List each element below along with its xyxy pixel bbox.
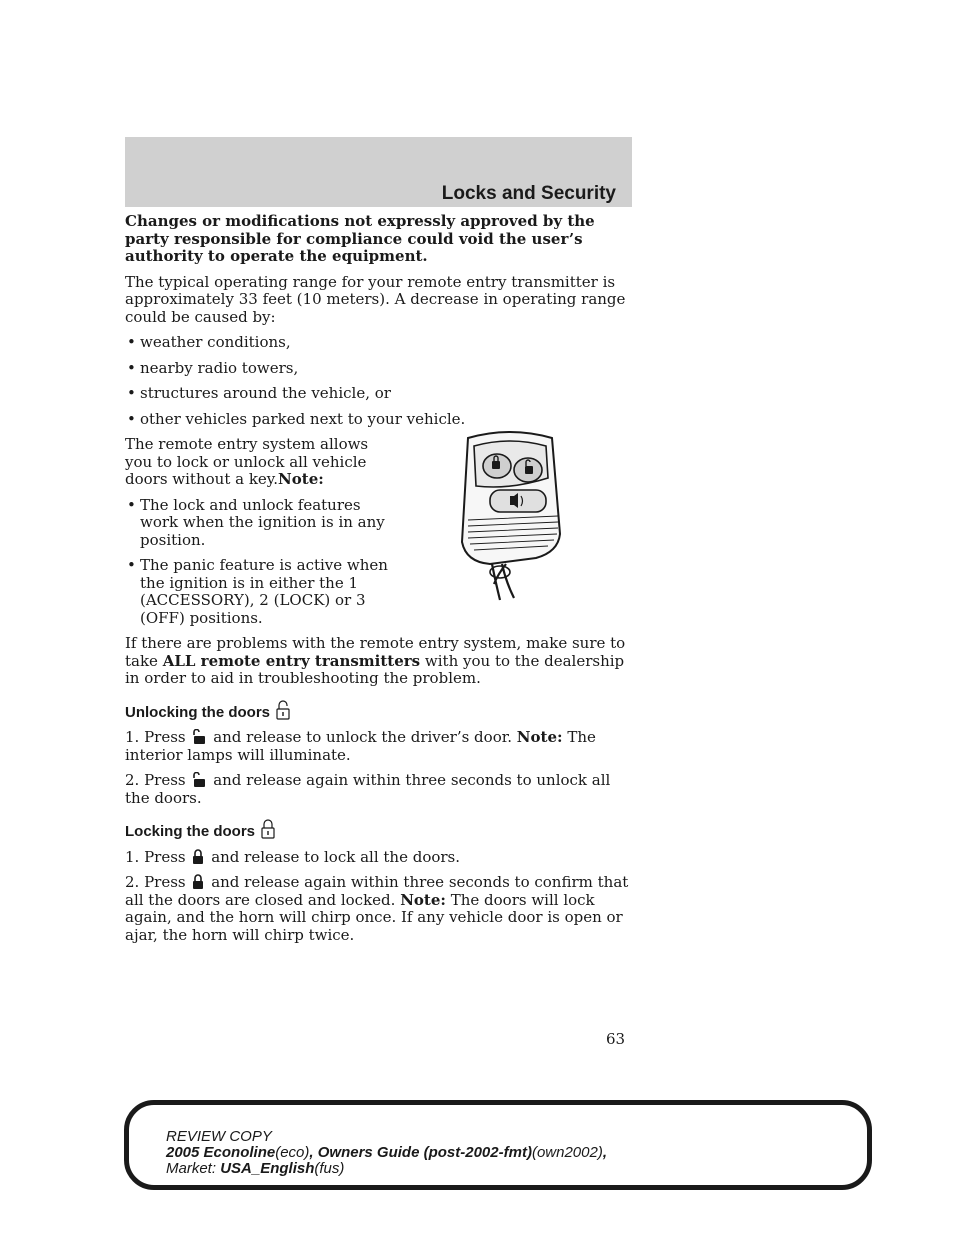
review-copy-text: REVIEW COPY 2005 Econoline(eco), Owners Guide (post-2002-fmt)(own2002), Market: USA_English(fus) <box>166 1128 608 1177</box>
remote-key-fob-illustration <box>440 424 580 604</box>
padlock-open-icon <box>276 700 290 720</box>
list-item: • nearby radio towers, <box>127 358 299 377</box>
warning-paragraph: Changes or modifications not expressly approved by the party responsible for compliance could void the user’s authority to operate the equipment. <box>125 212 595 265</box>
list-item: • structures around the vehicle, or <box>127 384 391 402</box>
unlocking-heading: Unlocking the doors <box>125 700 635 722</box>
list-item: • other vehicles parked next to your vehicle. <box>127 409 466 428</box>
list-item: • The panic feature is active when the ignition is in either the 1 (ACCESSORY), 2 (LOCK) or 3 (OFF) positions. <box>127 556 388 627</box>
lock-step-1: 1. Press and release to lock all the doors. <box>125 847 461 866</box>
section-title: Locks and Security <box>441 183 616 204</box>
system-paragraph: The remote entry system allows you to lock or unlock all vehicle doors without a key.Note: <box>125 435 369 488</box>
unlock-button-icon <box>192 772 206 788</box>
lock-button-icon <box>192 849 204 865</box>
unlock-button-icon <box>192 729 206 745</box>
range-paragraph: The typical operating range for your remote entry transmitter is approximately 33 feet (10 meters). A decrease in operating range could be caused by: <box>125 272 626 326</box>
header-band <box>125 137 632 207</box>
lock-step-2: 2. Press and release again within three seconds to confirm that all the doors are closed and locked. Note: The doors will lock again, and the horn will chirp once. If any vehicle door is open or ajar, the horn will chirp twice. <box>125 873 629 944</box>
lock-button-icon <box>192 874 204 890</box>
locking-heading: Locking the doors <box>125 819 635 841</box>
problems-paragraph: If there are problems with the remote entry system, make sure to take ALL remote entry transmitters with you to the dealership in order to aid in troubleshooting the problem. <box>125 634 626 687</box>
list-item: • The lock and unlock features work when the ignition is in any position. <box>127 495 385 549</box>
unlock-step-1: 1. Press and release to unlock the driver’s door. Note: The interior lamps will illuminate. <box>125 728 596 764</box>
list-item: • weather conditions, <box>127 333 291 351</box>
padlock-closed-icon <box>261 819 275 839</box>
unlock-step-2: 2. Press and release again within three seconds to unlock all the doors. <box>125 771 611 807</box>
page-number: 63 <box>606 1030 626 1048</box>
